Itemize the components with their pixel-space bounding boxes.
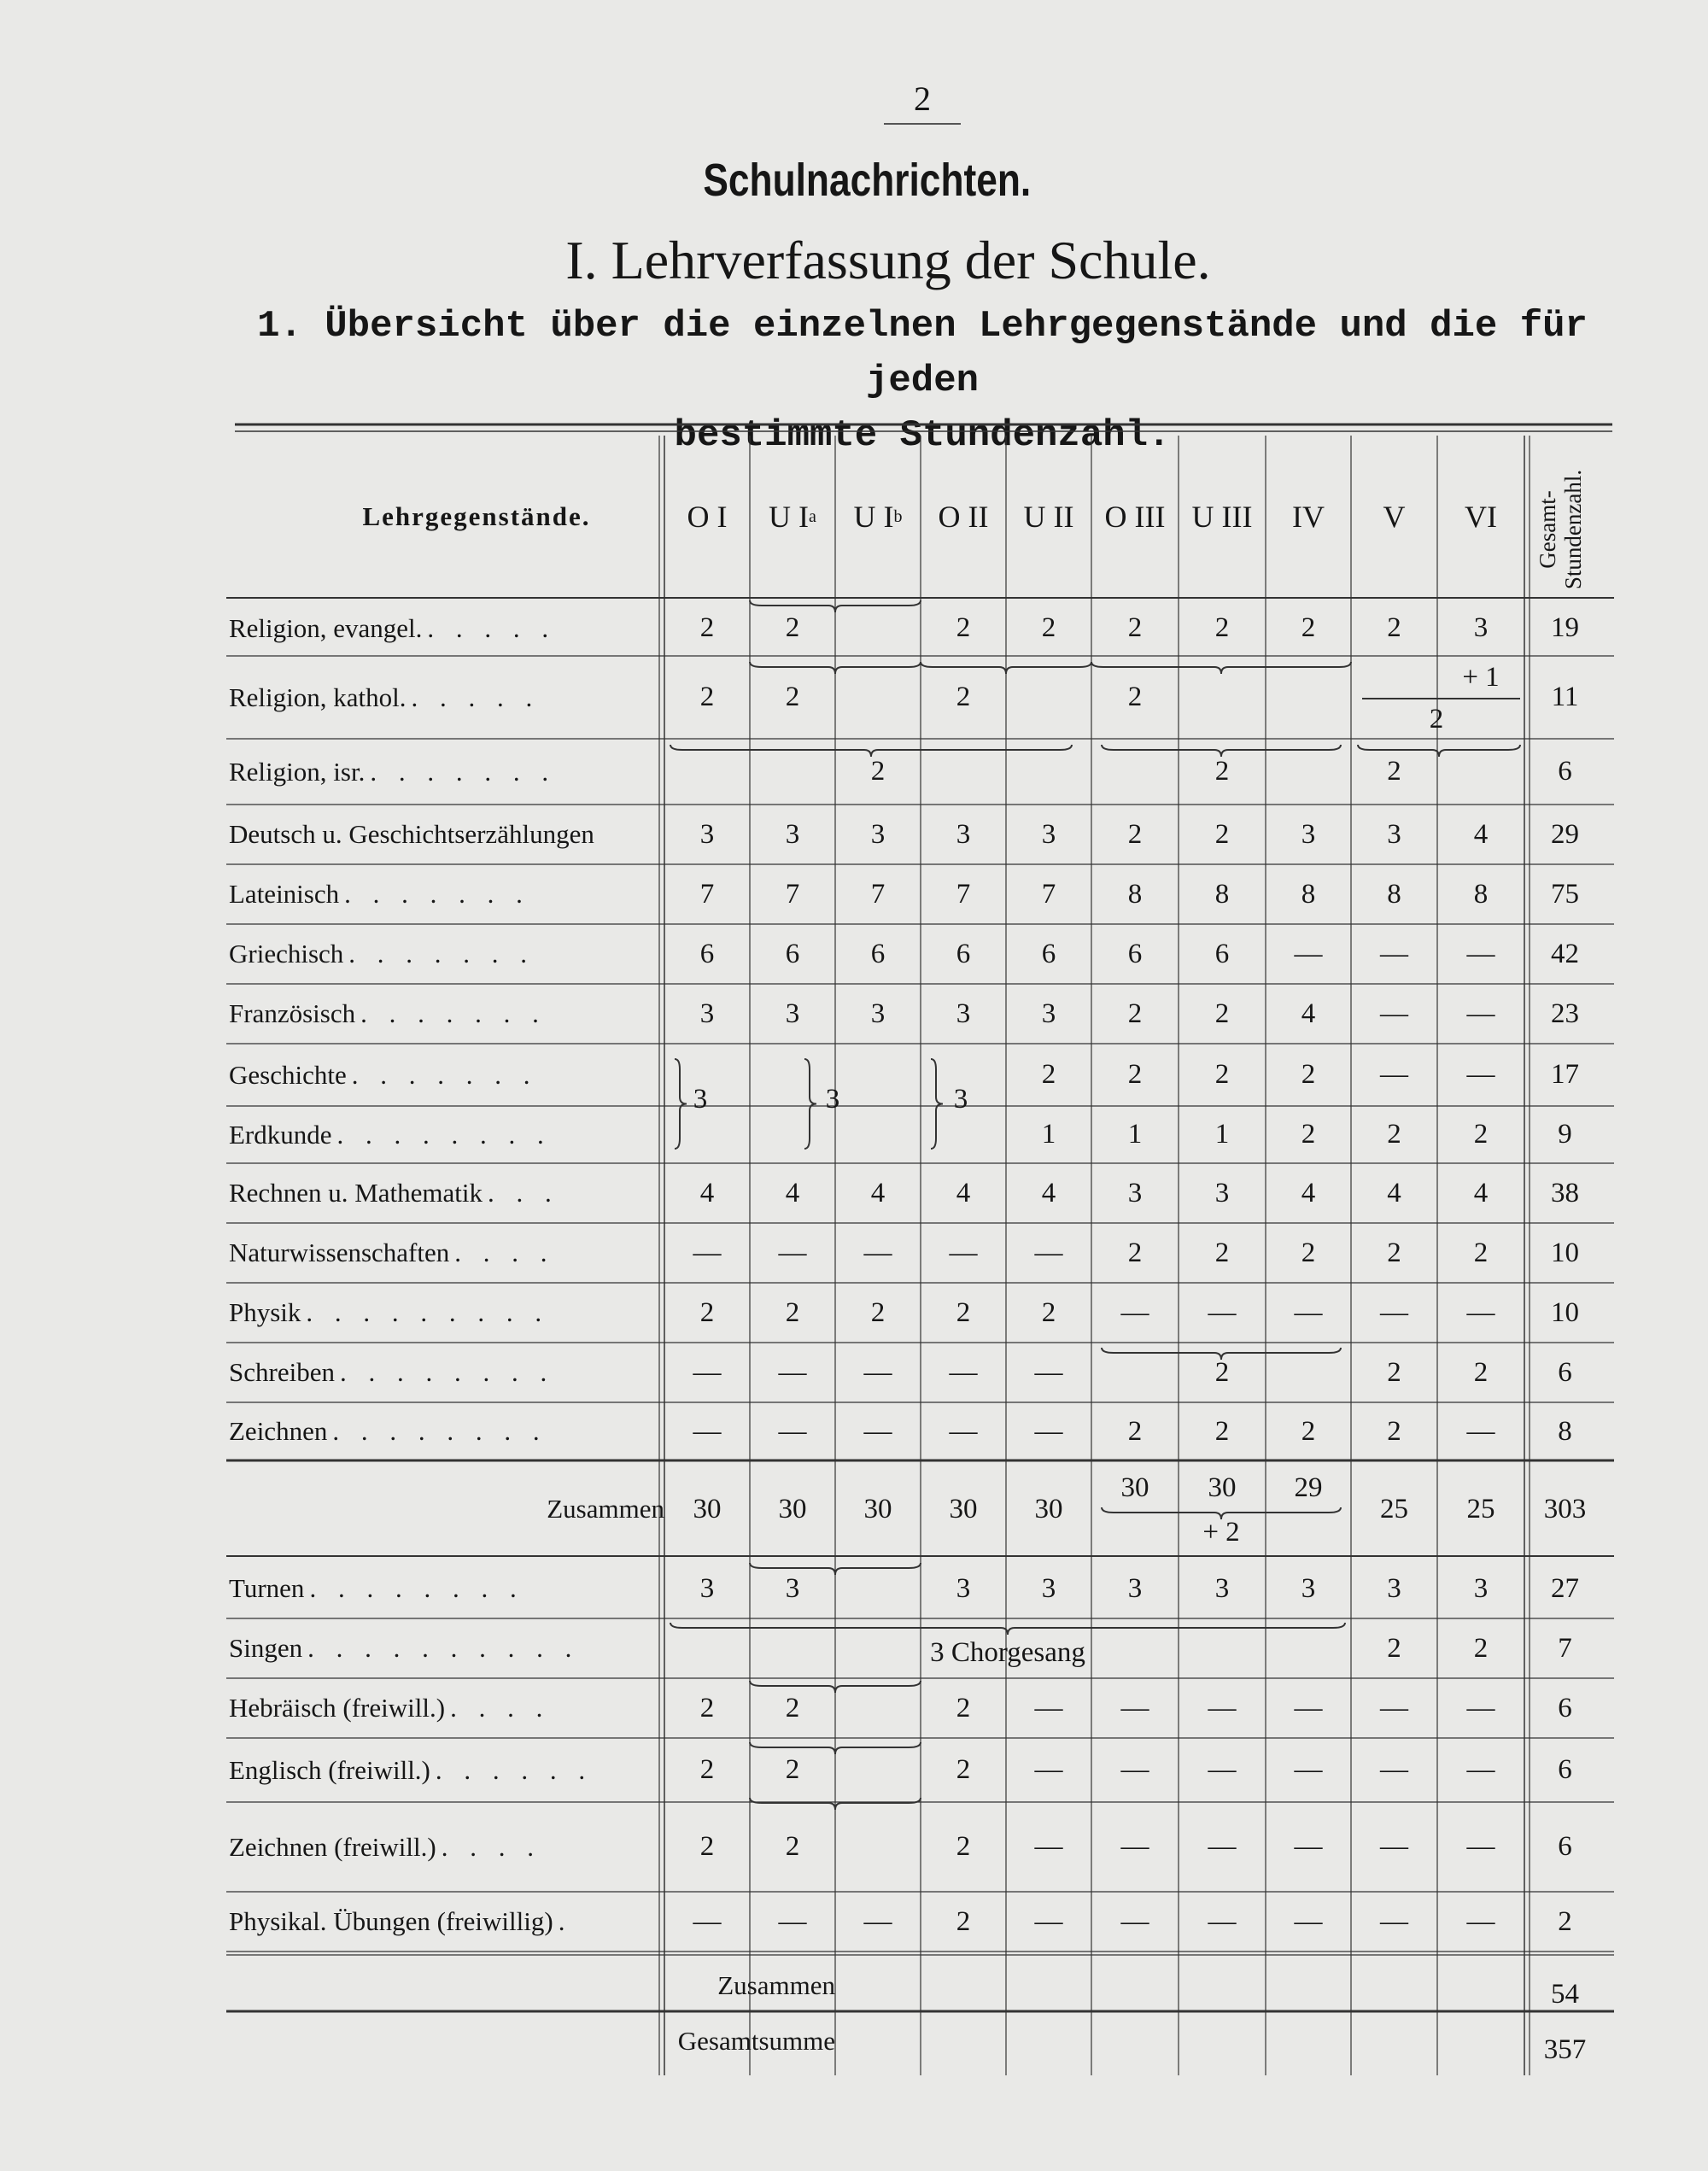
table-cell: 2 bbox=[1387, 1415, 1401, 1447]
table-cell: — bbox=[1466, 1905, 1495, 1937]
row-total: 9 bbox=[1558, 1119, 1572, 1150]
table-cell: — bbox=[778, 1356, 807, 1388]
table-cell: 2 bbox=[956, 1905, 971, 1937]
row-total: 10 bbox=[1551, 1237, 1579, 1268]
table-cell: 2 bbox=[1214, 818, 1230, 850]
row-label bbox=[229, 984, 656, 1044]
table-cell: 1 bbox=[1127, 1119, 1143, 1150]
table-cell: 4 bbox=[956, 1177, 971, 1208]
leader-dots: . . . . bbox=[441, 1831, 541, 1862]
table-cell: 7 bbox=[1041, 878, 1056, 910]
table-cell: — bbox=[1294, 938, 1323, 969]
row-label-text: Religion, kathol. bbox=[229, 682, 407, 712]
row-total: 10 bbox=[1551, 1296, 1579, 1328]
column-header-6 bbox=[1179, 437, 1266, 596]
table-cell: — bbox=[693, 1356, 722, 1388]
table-cell: 4 bbox=[1473, 818, 1489, 850]
table-cell: 2 bbox=[1127, 818, 1143, 850]
table-cell: 8 bbox=[1127, 878, 1143, 910]
zusammen-cell: 30 bbox=[863, 1493, 892, 1524]
table-cell: 3 bbox=[870, 998, 886, 1029]
table-cell: 3 bbox=[785, 1572, 800, 1604]
heading-school-news: Schulnachrichten. bbox=[703, 155, 1032, 206]
zusammen-cell: 30 bbox=[1208, 1472, 1237, 1503]
row-total: 6 bbox=[1558, 1356, 1572, 1388]
row-total: 75 bbox=[1551, 878, 1579, 910]
table-cell: — bbox=[1294, 1692, 1323, 1723]
table-cell: — bbox=[1034, 1754, 1063, 1785]
table-cell: 2 bbox=[1041, 1296, 1056, 1328]
table-cell: 2 bbox=[1387, 1237, 1401, 1268]
table-cell: — bbox=[1208, 1754, 1237, 1785]
table-cell: 4 bbox=[1301, 1177, 1316, 1208]
table-cell: 3 bbox=[1387, 818, 1401, 850]
row-label bbox=[229, 1559, 656, 1618]
zusammen-label: Zusammen bbox=[547, 1494, 664, 1524]
leader-dots: . . . bbox=[488, 1178, 559, 1208]
table-cell: 3 bbox=[956, 998, 971, 1029]
table-cell: 2 bbox=[1301, 1119, 1316, 1150]
column-header-text: O II bbox=[938, 500, 989, 534]
table-cell: — bbox=[863, 1237, 892, 1268]
row-label-text: Französisch bbox=[229, 998, 356, 1028]
table-cell: — bbox=[949, 1237, 978, 1268]
table-cell: — bbox=[949, 1415, 978, 1447]
column-header-1 bbox=[750, 437, 835, 596]
row-label bbox=[229, 656, 656, 739]
table-cell: 3 bbox=[785, 818, 800, 850]
column-header-text: U I bbox=[769, 500, 810, 534]
table-cell: 4 bbox=[1473, 1177, 1489, 1208]
table-cell: — bbox=[1466, 1059, 1495, 1090]
table-cell: — bbox=[1466, 1296, 1495, 1328]
table-cell: 2 bbox=[1387, 1119, 1401, 1150]
table-cell: 2 bbox=[1127, 612, 1143, 643]
table-cell: 2 bbox=[1214, 1356, 1230, 1388]
row-label bbox=[229, 1678, 656, 1738]
zusammen-cell: 25 bbox=[1466, 1493, 1495, 1524]
table-cell: 2 bbox=[1473, 1356, 1489, 1388]
table-cell: 2 bbox=[1214, 756, 1230, 787]
zusammen-cell: 25 bbox=[1380, 1493, 1408, 1524]
table-cell: — bbox=[1466, 938, 1495, 969]
table-cell: — bbox=[1208, 1296, 1237, 1328]
row-total: 19 bbox=[1551, 612, 1579, 643]
table-cell: 3 bbox=[956, 818, 971, 850]
table-cell: 2 bbox=[870, 1296, 886, 1328]
table-cell: 7 bbox=[785, 878, 800, 910]
table-cell: — bbox=[778, 1905, 807, 1937]
table-cell: — bbox=[693, 1905, 722, 1937]
zusammen-total: 303 bbox=[1543, 1493, 1587, 1524]
table-cell: 8 bbox=[1387, 878, 1401, 910]
table-cell: 2 bbox=[699, 682, 715, 712]
row-total: 7 bbox=[1558, 1632, 1572, 1664]
table-cell: 3 bbox=[1041, 1572, 1056, 1604]
table-cell: 2 bbox=[1214, 1237, 1230, 1268]
leader-dots: . . . . . . . . bbox=[332, 1416, 547, 1446]
table-cell: 7 bbox=[870, 878, 886, 910]
table-cell: 3 bbox=[956, 1572, 971, 1604]
table-cell: — bbox=[693, 1237, 722, 1268]
table-cell: 2 bbox=[1473, 1119, 1489, 1150]
row-label bbox=[229, 924, 656, 984]
table-cell: 3 bbox=[699, 1572, 715, 1604]
table-cell: 2 bbox=[1127, 1415, 1143, 1447]
leader-dots: . bbox=[558, 1906, 573, 1936]
row-label bbox=[229, 1343, 656, 1402]
row-label bbox=[229, 805, 656, 864]
table-cell: 2 bbox=[1387, 756, 1401, 787]
table-cell: — bbox=[863, 1415, 892, 1447]
table-cell: 2 bbox=[785, 682, 800, 712]
gesamtsumme-total: 357 bbox=[1543, 2033, 1587, 2065]
table-cell: 2 bbox=[1127, 1237, 1143, 1268]
table-cell: 2 bbox=[699, 1296, 715, 1328]
table-cell: — bbox=[1380, 1905, 1408, 1937]
singen-span-cell: 3 Chorgesang bbox=[930, 1636, 1085, 1668]
table-cell: — bbox=[1120, 1905, 1149, 1937]
column-header-3 bbox=[921, 437, 1006, 596]
leader-dots: . . . . . . bbox=[435, 1754, 594, 1785]
table-cell: — bbox=[1034, 1905, 1063, 1937]
table-cell: 3 bbox=[825, 1083, 840, 1115]
table-cell: — bbox=[949, 1356, 978, 1388]
table-cell: 4 bbox=[785, 1177, 800, 1208]
column-header-7 bbox=[1266, 437, 1351, 596]
row-total: 23 bbox=[1551, 998, 1579, 1029]
zusammen-cell: 29 bbox=[1294, 1472, 1323, 1503]
row-label bbox=[229, 1223, 656, 1283]
row-label-text: Hebräisch (freiwill.) bbox=[229, 1693, 446, 1723]
table-cell: 4 bbox=[1387, 1177, 1401, 1208]
column-header-4 bbox=[1006, 437, 1091, 596]
row-total: 29 bbox=[1551, 818, 1579, 850]
table-cell-plus-one: + 1 bbox=[1462, 661, 1500, 693]
table-cell: 2 bbox=[699, 1754, 715, 1785]
row-label bbox=[229, 739, 656, 805]
row-total: 6 bbox=[1558, 756, 1572, 787]
table-cell: — bbox=[1380, 1692, 1408, 1723]
table-cell: 2 bbox=[1127, 998, 1143, 1029]
table-cell: 2 bbox=[1301, 1059, 1316, 1090]
table-cell: 2 bbox=[1473, 1237, 1489, 1268]
table-cell: — bbox=[1466, 1415, 1495, 1447]
table-cell: — bbox=[1294, 1831, 1323, 1862]
table-cell: 2 bbox=[1387, 1632, 1401, 1664]
leader-dots: . . . . . bbox=[427, 612, 557, 643]
table-cell: 3 bbox=[1473, 1572, 1489, 1604]
table-cell: — bbox=[778, 1415, 807, 1447]
row-label bbox=[229, 1892, 656, 1952]
zusammen-2-label: Zusammen bbox=[717, 1970, 835, 2000]
table-cell: 2 bbox=[1301, 1415, 1316, 1447]
table-cell: 3 bbox=[1387, 1572, 1401, 1604]
table-cell: 1 bbox=[1041, 1119, 1056, 1150]
row-total: 27 bbox=[1551, 1572, 1579, 1604]
column-header-0 bbox=[664, 437, 750, 596]
table-cell: 4 bbox=[699, 1177, 715, 1208]
table-cell: 2 bbox=[699, 1692, 715, 1723]
column-header-text: O III bbox=[1104, 500, 1166, 534]
table-cell: 8 bbox=[1473, 878, 1489, 910]
table-cell: — bbox=[1034, 1356, 1063, 1388]
zusammen-2-total: 54 bbox=[1551, 1978, 1579, 2010]
table-cell: 3 bbox=[953, 1083, 968, 1115]
row-total: 6 bbox=[1558, 1692, 1572, 1723]
zusammen-cell: 30 bbox=[778, 1493, 807, 1524]
row-total: 38 bbox=[1551, 1177, 1579, 1208]
table-cell: 8 bbox=[1214, 878, 1230, 910]
brace-gesch-oii bbox=[931, 1059, 943, 1149]
column-header-8 bbox=[1351, 437, 1437, 596]
row-label-text: Singen bbox=[229, 1633, 303, 1663]
table-cell: — bbox=[1466, 1831, 1495, 1862]
row-label-text: Turnen bbox=[229, 1573, 305, 1603]
leader-dots: . . . . . . . . . bbox=[306, 1297, 550, 1327]
column-header-subscript: b bbox=[893, 506, 903, 526]
table-cell: 3 bbox=[699, 998, 715, 1029]
table-cell: 4 bbox=[1041, 1177, 1056, 1208]
table-cell: 3 bbox=[1214, 1177, 1230, 1208]
row-total: 11 bbox=[1551, 682, 1579, 712]
leader-dots: . . . . . . . . bbox=[336, 1119, 552, 1150]
column-header-text: V bbox=[1383, 500, 1406, 534]
table-cell: 3 bbox=[1127, 1572, 1143, 1604]
row-label bbox=[229, 1163, 656, 1223]
table-cell: 3 bbox=[699, 818, 715, 850]
table-cell: — bbox=[1120, 1754, 1149, 1785]
row-total: 8 bbox=[1558, 1415, 1572, 1447]
table-cell: — bbox=[1466, 1692, 1495, 1723]
table-cell: 2 bbox=[1214, 998, 1230, 1029]
zusammen-cell: 30 bbox=[1034, 1493, 1063, 1524]
table-cell: — bbox=[1208, 1831, 1237, 1862]
row-label bbox=[229, 600, 656, 656]
row-label bbox=[229, 1738, 656, 1802]
table-cell: 2 bbox=[1387, 1356, 1401, 1388]
table-cell: — bbox=[1380, 1754, 1408, 1785]
row-label-text: Zeichnen bbox=[229, 1416, 328, 1446]
table-cell: 2 bbox=[1041, 1059, 1056, 1090]
table-cell: — bbox=[1294, 1905, 1323, 1937]
row-label-text: Erdkunde bbox=[229, 1119, 332, 1150]
table-cell: — bbox=[1034, 1831, 1063, 1862]
table-cell: — bbox=[863, 1905, 892, 1937]
table-cell: 7 bbox=[699, 878, 715, 910]
table-cell: — bbox=[1294, 1754, 1323, 1785]
row-label bbox=[229, 1106, 656, 1163]
table-cell: — bbox=[1380, 1059, 1408, 1090]
table-cell: 2 bbox=[956, 1754, 971, 1785]
table-cell: — bbox=[1208, 1692, 1237, 1723]
table-cell: — bbox=[1294, 1296, 1323, 1328]
table-cell: 2 bbox=[1214, 612, 1230, 643]
leader-dots: . . . . . . . bbox=[370, 756, 557, 787]
row-label-text: Religion, evangel. bbox=[229, 612, 423, 643]
table-cell: 2 bbox=[1429, 703, 1444, 734]
column-header-text: IV bbox=[1292, 500, 1325, 534]
table-cell: — bbox=[778, 1237, 807, 1268]
table-cell: — bbox=[1380, 938, 1408, 969]
zusammen-cell: 30 bbox=[949, 1493, 978, 1524]
column-header-text: U III bbox=[1191, 500, 1253, 534]
table-cell: — bbox=[1120, 1692, 1149, 1723]
leader-dots: . . . . . . . bbox=[351, 1059, 538, 1090]
table-cell: 3 bbox=[1301, 1572, 1316, 1604]
table-cell: 2 bbox=[785, 1692, 800, 1723]
zusammen-cell: 30 bbox=[693, 1493, 722, 1524]
table-cell: 8 bbox=[1301, 878, 1316, 910]
heading-main: I. Lehrverfassung der Schule. bbox=[565, 230, 1211, 290]
row-label-text: Schreiben bbox=[229, 1357, 335, 1387]
table-cell: — bbox=[1208, 1905, 1237, 1937]
table-cell: 6 bbox=[1127, 938, 1143, 969]
table-cell: — bbox=[863, 1356, 892, 1388]
leader-dots: . . . . bbox=[454, 1238, 555, 1267]
table-cell: 2 bbox=[956, 1692, 971, 1723]
table-cell: 2 bbox=[1041, 612, 1056, 643]
table-cell: — bbox=[1380, 1296, 1408, 1328]
total-column-header bbox=[1535, 457, 1586, 602]
column-header-2 bbox=[835, 437, 921, 596]
table-cell: 4 bbox=[870, 1177, 886, 1208]
heading-sub-line-2: bestimmte Stundenzahl. bbox=[674, 414, 1171, 457]
table-cell: 3 bbox=[1127, 1177, 1143, 1208]
leader-dots: . . . . . . . . . . bbox=[307, 1633, 580, 1663]
table-cell: 2 bbox=[699, 1831, 715, 1862]
table-cell: 3 bbox=[1041, 818, 1056, 850]
table-cell: 2 bbox=[785, 1754, 800, 1785]
gesamtsumme-label: Gesamtsumme bbox=[677, 2026, 835, 2056]
table-cell: — bbox=[1120, 1831, 1149, 1862]
table-cell: 2 bbox=[956, 1296, 971, 1328]
table-cell: 2 bbox=[785, 612, 800, 643]
table-cell: 6 bbox=[785, 938, 800, 969]
leader-dots: . . . . . . . bbox=[348, 939, 535, 968]
table-cell: 2 bbox=[1214, 1059, 1230, 1090]
row-total: 6 bbox=[1558, 1831, 1572, 1862]
table-cell: 2 bbox=[1473, 1632, 1489, 1664]
table-cell: 6 bbox=[1041, 938, 1056, 969]
leader-dots: . . . . bbox=[450, 1693, 551, 1723]
table-cell: 2 bbox=[1301, 612, 1316, 643]
row-label-text: Englisch (freiwill.) bbox=[229, 1754, 430, 1785]
row-label-text: Zeichnen (freiwill.) bbox=[229, 1831, 436, 1862]
column-header-text: O I bbox=[687, 500, 728, 534]
table-cell: 2 bbox=[870, 756, 886, 787]
row-label-text: Naturwissenschaften bbox=[229, 1238, 450, 1267]
table-cell: 6 bbox=[1214, 938, 1230, 969]
row-label-text: Geschichte bbox=[229, 1059, 347, 1090]
table-cell: 2 bbox=[1214, 1415, 1230, 1447]
row-label-text: Rechnen u. Mathematik bbox=[229, 1178, 483, 1208]
table-cell: 6 bbox=[870, 938, 886, 969]
total-header-line: Stundenzahl. bbox=[1560, 469, 1586, 590]
leader-dots: . . . . . . . . bbox=[309, 1573, 524, 1603]
leader-dots: . . . . . . . bbox=[360, 998, 547, 1028]
leader-dots: . . . . . bbox=[411, 682, 541, 712]
row-label-text: Physikal. Übungen (freiwillig) bbox=[229, 1906, 553, 1936]
row-label-text: Lateinisch bbox=[229, 879, 340, 909]
heading-sub-line-1: 1. Übersicht über die einzelnen Lehrgegenstände und die für jeden bbox=[257, 305, 1588, 402]
zusammen-extra: + 2 bbox=[1202, 1517, 1240, 1548]
total-header-line: Gesamt- bbox=[1535, 490, 1560, 569]
table-cell: 2 bbox=[699, 612, 715, 643]
row-label bbox=[229, 864, 656, 924]
table-cell: — bbox=[1034, 1237, 1063, 1268]
table-cell: 2 bbox=[785, 1296, 800, 1328]
table-cell: — bbox=[1120, 1296, 1149, 1328]
table-cell: 7 bbox=[956, 878, 971, 910]
table-cell: 3 bbox=[693, 1083, 708, 1115]
row-label bbox=[229, 1802, 656, 1892]
column-header-subscript: a bbox=[809, 506, 816, 526]
table-cell: — bbox=[1466, 998, 1495, 1029]
table-cell: 4 bbox=[1301, 998, 1316, 1029]
table-cell: 2 bbox=[1127, 1059, 1143, 1090]
table-cell: 6 bbox=[699, 938, 715, 969]
leader-dots: . . . . . . . bbox=[344, 879, 530, 909]
row-label bbox=[229, 1618, 656, 1678]
table-cell: 3 bbox=[1041, 998, 1056, 1029]
brace-gesch-ui bbox=[804, 1059, 816, 1149]
table-cell: 3 bbox=[785, 998, 800, 1029]
table-cell: — bbox=[693, 1415, 722, 1447]
table-cell: 2 bbox=[785, 1831, 800, 1862]
column-header-text: VI bbox=[1465, 500, 1497, 534]
table-cell: 1 bbox=[1214, 1119, 1230, 1150]
table-cell: 2 bbox=[956, 682, 971, 712]
row-label bbox=[229, 1402, 656, 1460]
column-header-9 bbox=[1437, 437, 1524, 596]
table-cell: — bbox=[1034, 1692, 1063, 1723]
column-header-text: U II bbox=[1023, 500, 1074, 534]
row-label bbox=[229, 1044, 656, 1106]
row-label-text: Griechisch bbox=[229, 939, 344, 968]
table-cell: — bbox=[1034, 1415, 1063, 1447]
table-cell: — bbox=[1380, 1831, 1408, 1862]
row-label-text: Physik bbox=[229, 1297, 301, 1327]
table-cell: 2 bbox=[1127, 682, 1143, 712]
row-total: 17 bbox=[1551, 1059, 1579, 1090]
table-cell: — bbox=[1466, 1754, 1495, 1785]
row-total: 42 bbox=[1551, 938, 1579, 969]
table-cell: 3 bbox=[1214, 1572, 1230, 1604]
row-total: 6 bbox=[1558, 1754, 1572, 1785]
leader-dots: . . . . . . . . bbox=[339, 1357, 555, 1387]
table-cell: 2 bbox=[956, 612, 971, 643]
page-number: 2 bbox=[914, 79, 931, 118]
table-cell: — bbox=[1380, 998, 1408, 1029]
row-total: 2 bbox=[1558, 1905, 1572, 1937]
table-cell: 2 bbox=[956, 1831, 971, 1862]
table-cell: 2 bbox=[1387, 612, 1401, 643]
zusammen-cell: 30 bbox=[1120, 1472, 1149, 1503]
table-cell: 3 bbox=[1473, 612, 1489, 643]
column-header-text: U I bbox=[853, 500, 894, 534]
table-cell: 6 bbox=[956, 938, 971, 969]
table-cell: 3 bbox=[1301, 818, 1316, 850]
subject-column-header: Lehrgegenstände. bbox=[362, 501, 591, 531]
row-label bbox=[229, 1283, 656, 1343]
row-label-text: Religion, isr. bbox=[229, 756, 366, 787]
table-cell: 3 bbox=[870, 818, 886, 850]
column-header-5 bbox=[1091, 437, 1179, 596]
table-cell: 2 bbox=[1301, 1237, 1316, 1268]
row-label-text: Deutsch u. Geschichtserzählungen bbox=[229, 819, 594, 849]
